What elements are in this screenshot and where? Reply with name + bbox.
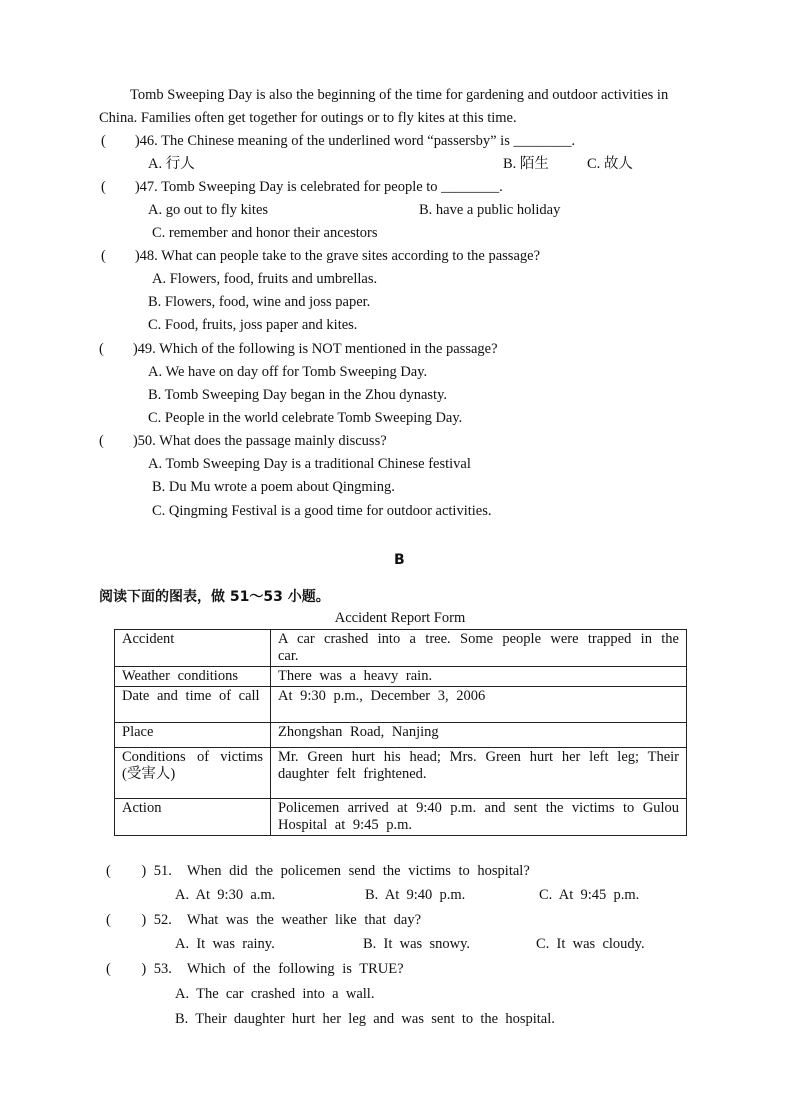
section-b-heading: B	[394, 552, 405, 568]
row-value: At 9:30 p.m., December 3, 2006	[271, 687, 687, 723]
question-53: ( ) 53. Which of the following is TRUE?	[106, 961, 404, 977]
table-row	[115, 723, 687, 748]
table-row	[115, 687, 687, 723]
q48-option-a: A. Flowers, food, fruits and umbrellas.	[152, 271, 378, 287]
question-52: ( ) 52. What was the weather like that day?	[106, 912, 422, 928]
section-b-instruction: 阅读下面的图表，做 51～53 小题。	[99, 589, 330, 605]
q46-option-c: C. 故人	[587, 156, 633, 172]
q49-option-c: C. People in the world celebrate Tomb Sweeping Day.	[148, 410, 463, 426]
row-value: There was a heavy rain.	[271, 667, 687, 687]
table-row	[115, 630, 687, 667]
row-value: Mr. Green hurt his head; Mrs. Green hurt her left leg; Their daughter felt frightened.	[271, 748, 687, 799]
q51-option-b: B. At 9:40 p.m.	[365, 887, 466, 903]
q53-option-b: B. Their daughter hurt her leg and was sent to the hospital.	[175, 1011, 555, 1027]
question-46: ( )46. The Chinese meaning of the underlined word “passersby” is ________.	[101, 133, 576, 149]
q49-option-a: A. We have on day off for Tomb Sweeping Day.	[148, 364, 428, 380]
row-value: A car crashed into a tree. Some people were trapped in the car.	[271, 630, 687, 667]
q49-option-b: B. Tomb Sweeping Day began in the Zhou dynasty.	[148, 387, 448, 403]
q46-option-a: A. 行人	[148, 156, 195, 172]
q50-option-c: C. Qingming Festival is a good time for outdoor activities.	[152, 503, 492, 519]
q51-option-c: C. At 9:45 p.m.	[539, 887, 640, 903]
question-48: ( )48. What can people take to the grave sites according to the passage?	[101, 248, 541, 264]
question-49: ( )49. Which of the following is NOT mentioned in the passage?	[99, 341, 498, 357]
accident-report-table	[114, 629, 687, 836]
q47-option-a: A. go out to fly kites	[148, 202, 269, 218]
question-51: ( ) 51. When did the policemen send the victims to hospital?	[106, 863, 530, 879]
question-50: ( )50. What does the passage mainly discuss?	[99, 433, 387, 449]
passage-line-1: Tomb Sweeping Day is also the beginning of the time for gardening and outdoor activities in	[130, 87, 669, 103]
row-label: Conditions of victims (受害人)	[115, 748, 271, 799]
q47-option-b: B. have a public holiday	[419, 202, 561, 218]
row-label: Date and time of call	[115, 687, 271, 723]
passage-line-2: China. Families often get together for outings or to fly kites at this time.	[99, 110, 517, 126]
row-value: Zhongshan Road, Nanjing	[271, 723, 687, 748]
form-title: Accident Report Form	[334, 610, 466, 626]
q50-option-b: B. Du Mu wrote a poem about Qingming.	[152, 479, 395, 495]
q51-option-a: A. At 9:30 a.m.	[175, 887, 276, 903]
table-row	[115, 799, 687, 836]
row-label: Place	[115, 723, 271, 748]
q47-option-c: C. remember and honor their ancestors	[152, 225, 378, 241]
q46-option-b: B. 陌生	[503, 156, 549, 172]
q48-option-c: C. Food, fruits, joss paper and kites.	[148, 317, 358, 333]
q50-option-a: A. Tomb Sweeping Day is a traditional Chinese festival	[148, 456, 471, 472]
q48-option-b: B. Flowers, food, wine and joss paper.	[148, 294, 371, 310]
q53-option-a: A. The car crashed into a wall.	[175, 986, 375, 1002]
question-47: ( )47. Tomb Sweeping Day is celebrated for people to ________.	[101, 179, 503, 195]
q52-option-c: C. It was cloudy.	[536, 936, 645, 952]
table-row	[115, 748, 687, 799]
q52-option-b: B. It was snowy.	[363, 936, 471, 952]
q52-option-a: A. It was rainy.	[175, 936, 275, 952]
row-label: Weather conditions	[115, 667, 271, 687]
row-value: Policemen arrived at 9:40 p.m. and sent the victims to Gulou Hospital at 9:45 p.m.	[271, 799, 687, 836]
row-label: Action	[115, 799, 271, 836]
table-row	[115, 667, 687, 687]
row-label: Accident	[115, 630, 271, 667]
